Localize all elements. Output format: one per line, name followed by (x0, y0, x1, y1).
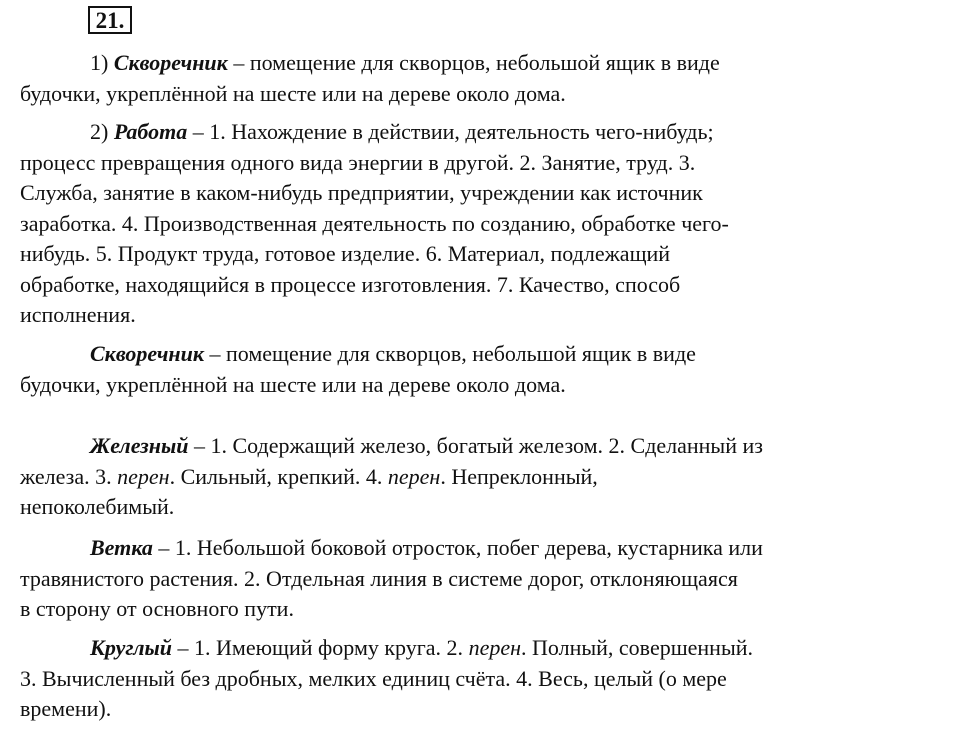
line (20, 48, 920, 79)
term: Работа (113, 119, 188, 144)
line: исполнения. (20, 302, 136, 327)
line: будочки, укреплённой на шесте или на дереве около дома. (20, 371, 566, 397)
definition-text: . Полный, совершенный. (521, 635, 754, 660)
line: будочки, укреплённой на шесте или на дереве около дома. (20, 80, 566, 106)
definition-kruglyi (20, 633, 920, 725)
item-prefix: 1) (90, 50, 114, 75)
definition-skvorechnik-1 (20, 48, 920, 109)
line: процесс превращения одного вида энергии в другой. 2. Занятие, труд. 3. (20, 149, 696, 175)
definition-zheleznyi (20, 431, 920, 523)
definition-text: – 1. Нахождение в действии, деятельность чего-нибудь; (187, 119, 714, 144)
definition-text: . Непреклонный, (440, 463, 598, 489)
term: Круглый (90, 635, 173, 660)
line (20, 462, 920, 493)
definition-text: – 1. Содержащий железо, богатый железом. 2. Сделанный из (188, 433, 763, 458)
line (20, 633, 920, 664)
definition-text: – помещение для скворцов, небольшой ящик в виде (204, 341, 696, 366)
definition-vetka (20, 533, 920, 625)
line: непоколебимый. (20, 494, 175, 519)
line: обработке, находящийся в процессе изготовления. 7. Качество, способ (20, 271, 681, 297)
line (20, 533, 920, 564)
abbreviation: перен (468, 635, 522, 660)
abbreviation: перен (117, 463, 170, 489)
abbreviation: перен (387, 463, 441, 489)
definition-text: железа. 3. (20, 463, 118, 489)
line (20, 117, 920, 148)
line: 3. Вычисленный без дробных, мелких единиц счёта. 4. Весь, целый (о мере (20, 665, 727, 691)
exercise-number: 21. (88, 6, 132, 34)
line: Служба, занятие в каком-нибудь предприятии, учреждении как источник (20, 180, 703, 205)
line: в сторону от основного пути. (20, 596, 294, 621)
definition-text: . Сильный, крепкий. 4. (169, 463, 388, 489)
definition-text: – помещение для скворцов, небольшой ящик в виде (227, 50, 720, 75)
item-prefix: 2) (90, 119, 114, 144)
line: травянистого растения. 2. Отдельная линия в системе дорог, отклоняющаяся (20, 565, 738, 591)
line (20, 339, 920, 370)
definition-skvorechnik-2 (20, 339, 920, 400)
term: Скворечник (113, 50, 228, 75)
definition-text: – 1. Небольшой боковой отросток, побег дерева, кустарника или (152, 535, 763, 560)
term: Железный (90, 433, 189, 458)
term: Скворечник (90, 341, 204, 366)
line: заработка. 4. Производственная деятельность по созданию, обработке чего- (20, 210, 729, 236)
line (20, 431, 920, 462)
line: времени). (20, 696, 112, 721)
definition-rabota (20, 117, 920, 331)
term: Ветка (90, 535, 153, 560)
definition-text: – 1. Имеющий форму круга. 2. (172, 635, 469, 660)
line: нибудь. 5. Продукт труда, готовое изделие. 6. Материал, подлежащий (20, 241, 671, 266)
